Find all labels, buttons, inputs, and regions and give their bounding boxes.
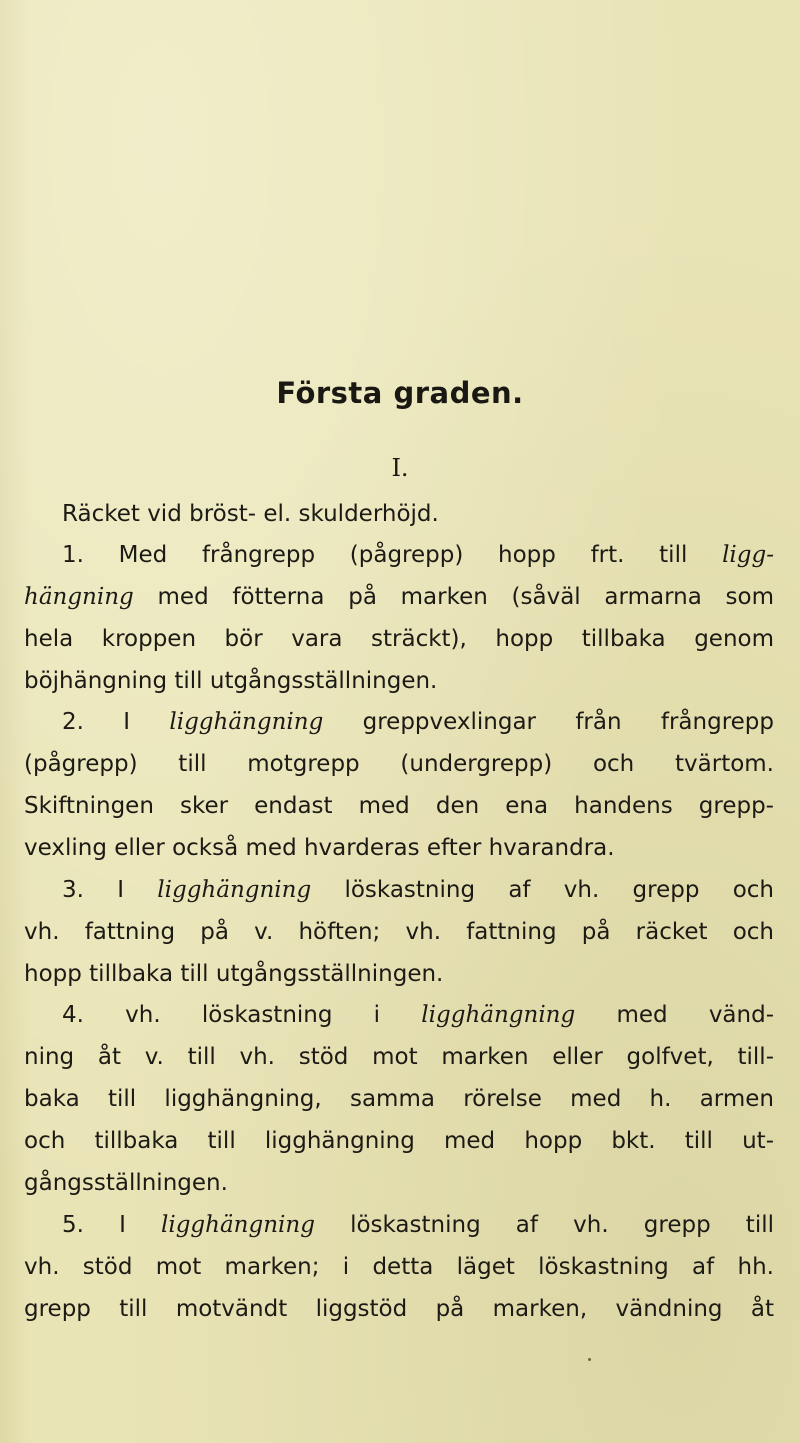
text-span: med fötterna på marken (såväl armarna som	[133, 584, 774, 610]
italic-term: ligg-	[722, 542, 774, 568]
section-numeral: I.	[391, 454, 409, 482]
text-span: 3. I	[62, 877, 158, 903]
item-3-line-2: vh. fattning på v. höften; vh. fattning på räcket och	[24, 919, 774, 945]
item-2-line-4: vexling eller också med hvarderas efter hvarandra.	[24, 835, 615, 861]
item-1-line-1	[62, 541, 774, 569]
item-2-line-3: Skiftningen sker endast med den ena handens grepp-	[24, 793, 774, 819]
item-2-line-1	[62, 708, 774, 736]
item-3-line-1	[62, 876, 774, 904]
italic-term: ligghängning	[161, 1212, 315, 1238]
item-5-line-2: vh. stöd mot marken; i detta läget löskastning af hh.	[24, 1254, 774, 1280]
item-1-line-3: hela kroppen bör vara sträckt), hopp tillbaka genom	[24, 626, 774, 652]
text-span: 1. Med frångrepp (pågrepp) hopp frt. till	[62, 542, 723, 568]
text-span: med vänd-	[575, 1002, 774, 1028]
item-2-line-2: (pågrepp) till motgrepp (undergrepp) och tvärtom.	[24, 751, 774, 777]
intro-line: Räcket vid bröst- el. skulderhöjd.	[62, 501, 439, 527]
item-4-line-1	[62, 1001, 774, 1029]
item-3-line-3: hopp tillbaka till utgångsställningen.	[24, 961, 444, 987]
paper-speck	[588, 1358, 591, 1361]
item-5-line-3: grepp till motvändt liggstöd på marken, vändning åt	[24, 1296, 774, 1322]
item-4-line-3: baka till ligghängning, samma rörelse med h. armen	[24, 1086, 774, 1112]
text-span: greppvexlingar från frångrepp	[323, 709, 774, 735]
item-4-line-2: ning åt v. till vh. stöd mot marken eller golfvet, till-	[24, 1044, 774, 1070]
text-span: löskastning af vh. grepp till	[314, 1212, 774, 1238]
italic-term: ligghängning	[157, 877, 312, 903]
item-4-line-5: gångsställningen.	[24, 1170, 228, 1196]
text-span: 5. I	[62, 1212, 161, 1238]
text-span: 4. vh. löskastning i	[62, 1002, 422, 1028]
item-5-line-1	[62, 1211, 774, 1239]
item-4-line-4: och tillbaka till ligghängning med hopp bkt. till ut-	[24, 1128, 774, 1154]
italic-term: ligghängning	[169, 709, 324, 735]
text-span: 2. I	[62, 709, 170, 735]
text-span: löskastning af vh. grepp och	[311, 877, 774, 903]
item-1-line-4: böjhängning till utgångsställningen.	[24, 668, 438, 694]
page-title: Första graden.	[276, 376, 524, 410]
italic-term: ligghängning	[421, 1002, 576, 1028]
item-1-line-2	[24, 583, 774, 611]
italic-term: hängning	[24, 584, 134, 610]
